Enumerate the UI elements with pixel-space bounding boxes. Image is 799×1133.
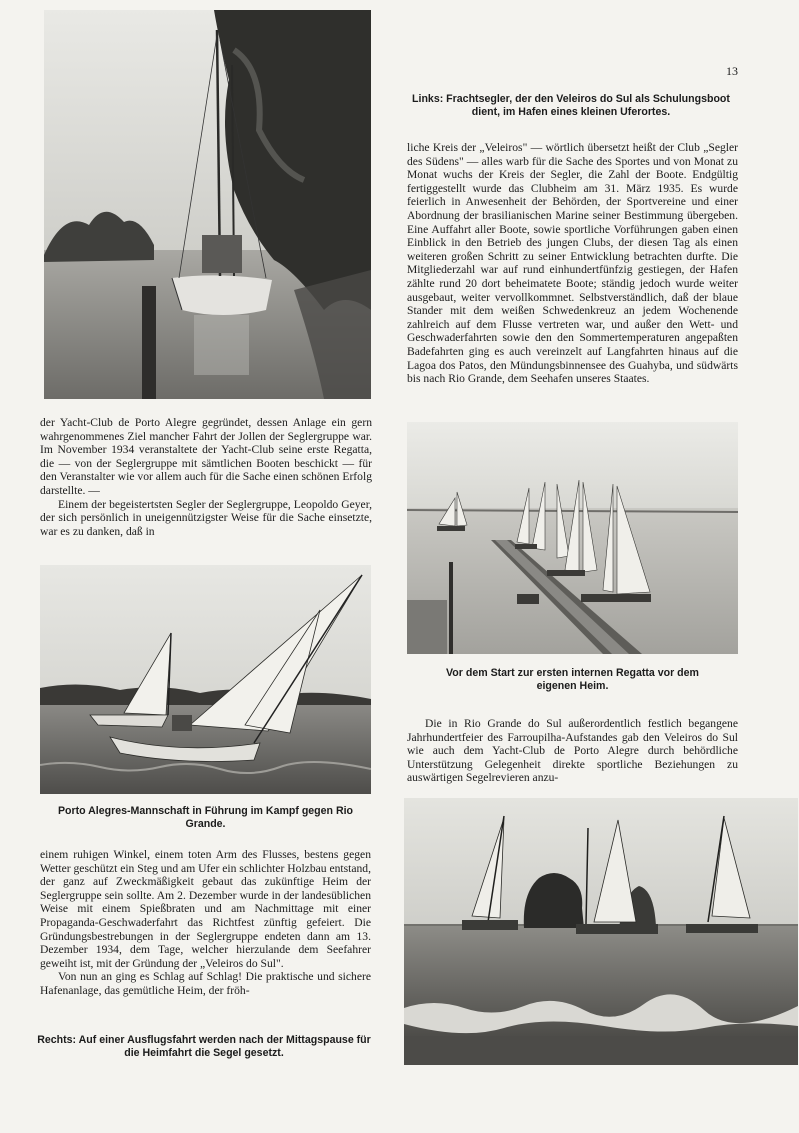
photo-regatta-start xyxy=(407,422,738,654)
paragraph: Einem der begeistertsten Segler der Seglergruppe, Leopoldo Geyer, der sich persönlich in uneigennützigster Weise für die Sache einsetzte, war es zu danken, daß in xyxy=(40,497,372,538)
text-right-middle xyxy=(407,717,738,785)
caption-cargo-sailboat: Links: Frachtsegler, der den Veleiros do Sul als Schulungsboot dient, im Hafen eines kleinen Uferortes. xyxy=(412,93,730,118)
text-left-top xyxy=(40,416,372,538)
text-right-top xyxy=(407,141,738,386)
photo-cargo-sailboat xyxy=(44,10,371,399)
page-number: 13 xyxy=(726,64,738,78)
photo-regatta-race xyxy=(40,565,371,794)
paragraph: liche Kreis der „Veleiros" — wörtlich übersetzt heißt der Club „Segler des Südens" — alles warb für die Sache des Sportes und von Monat zu Monat wuchs der Kreis der Segler, die Zahl der Boote. Endgültig fertiggestellt wurde das Clubheim am 31. März 1935. Es wurde feierlich in Anwesenheit der Behörden, der Sportvereine und einer Abordnung der brasilianischen Marine seiner Bestimmung übergeben. Eine Auffahrt aller Boote, sowie sportliche Vorführungen gaben einen Einblick in den Betrieb des jungen Clubs, der diesen Tag als einen weiteren großen Schritt zu seiner Entwicklung betrachten durfte. Die Mitgliederzahl war auf rund einhundertfünfzig gestiegen, der Hafen zählte rund 20 dort beheimatete Boote; ständig jedoch wurde weiter ausgebaut, weiter vervollkommnet. Selbstverständlich, daß der blaue Stander mit dem weißen Schwedenkreuz an jedem Wochenende zahlreich auf dem Flusse vertreten war, und außer den Wett- und Geschwaderfahrten sowie den den Sommertemperaturen angepaßten Badefahrten ging es auch vereinzelt auf Langfahrten hinaus auf die Lagoa dos Patos, den Mündungsbinnensee des Guahyba, und südwärts bis nach Rio Grande, dem Seehafen unseres Staates. xyxy=(407,141,738,386)
caption-regatta-race: Porto Alegres-Mannschaft in Führung im Kampf gegen Rio Grande. xyxy=(57,805,354,830)
paragraph: einem ruhigen Winkel, einem toten Arm des Flusses, bestens gegen Wetter geschützt ein Steg und am Ufer ein schlichter Holzbau entstand, der ganz auf Zweckmäßigkeit gebaut das zukünftige Heim der Seglergruppe sein sollte. Am 2. Dezember wurde in der landesüblichen Weise mit einem Spießbraten und am Nachmittage mit einer Propaganda-Geschwaderfahrt das Richtfest zünftig gefeiert. Die Gründungsbestrebungen in der Seglergruppe endeten dann am 13. Dezember 1934, dem Tage, welcher hierzulande dem Seefahrer geweiht ist, mit der Gründung der „Veleiros do Sul". xyxy=(40,848,371,970)
photo-excursion-sails xyxy=(404,798,798,1065)
paragraph: Die in Rio Grande do Sul außerordentlich festlich begangene Jahrhundertfeier des Farroupilha-Aufstandes gab den Veleiros do Sul wie auch dem Yacht-Club de Porto Alegre durch behördliche Unterstützung Gelegenheit direkte sportliche Beziehungen zu auswärtigen Segelrevieren anzu- xyxy=(407,717,738,785)
caption-regatta-start: Vor dem Start zur ersten internen Regatta vor dem eigenen Heim. xyxy=(446,667,699,692)
paragraph: Von nun an ging es Schlag auf Schlag! Die praktische und sichere Hafenanlage, das gemütliche Heim, der fröh- xyxy=(40,970,371,997)
text-left-bottom xyxy=(40,848,371,998)
caption-excursion-sails: Rechts: Auf einer Ausflugsfahrt werden nach der Mittagspause für die Heimfahrt die Segel gesetzt. xyxy=(37,1034,371,1059)
paragraph: der Yacht-Club de Porto Alegre gegründet, dessen Anlage ein gern wahrgenommenes Ziel mancher Fahrt der Jollen der Seglergruppe war. Im November 1934 veranstaltete der Yacht-Club seine erste Regatta, die — von der Seglergruppe mit sämtlichen Booten beschickt — für den Veranstalter wie vor allem auch für die Sache einen schönen Erfolg darstellte. — xyxy=(40,416,372,497)
